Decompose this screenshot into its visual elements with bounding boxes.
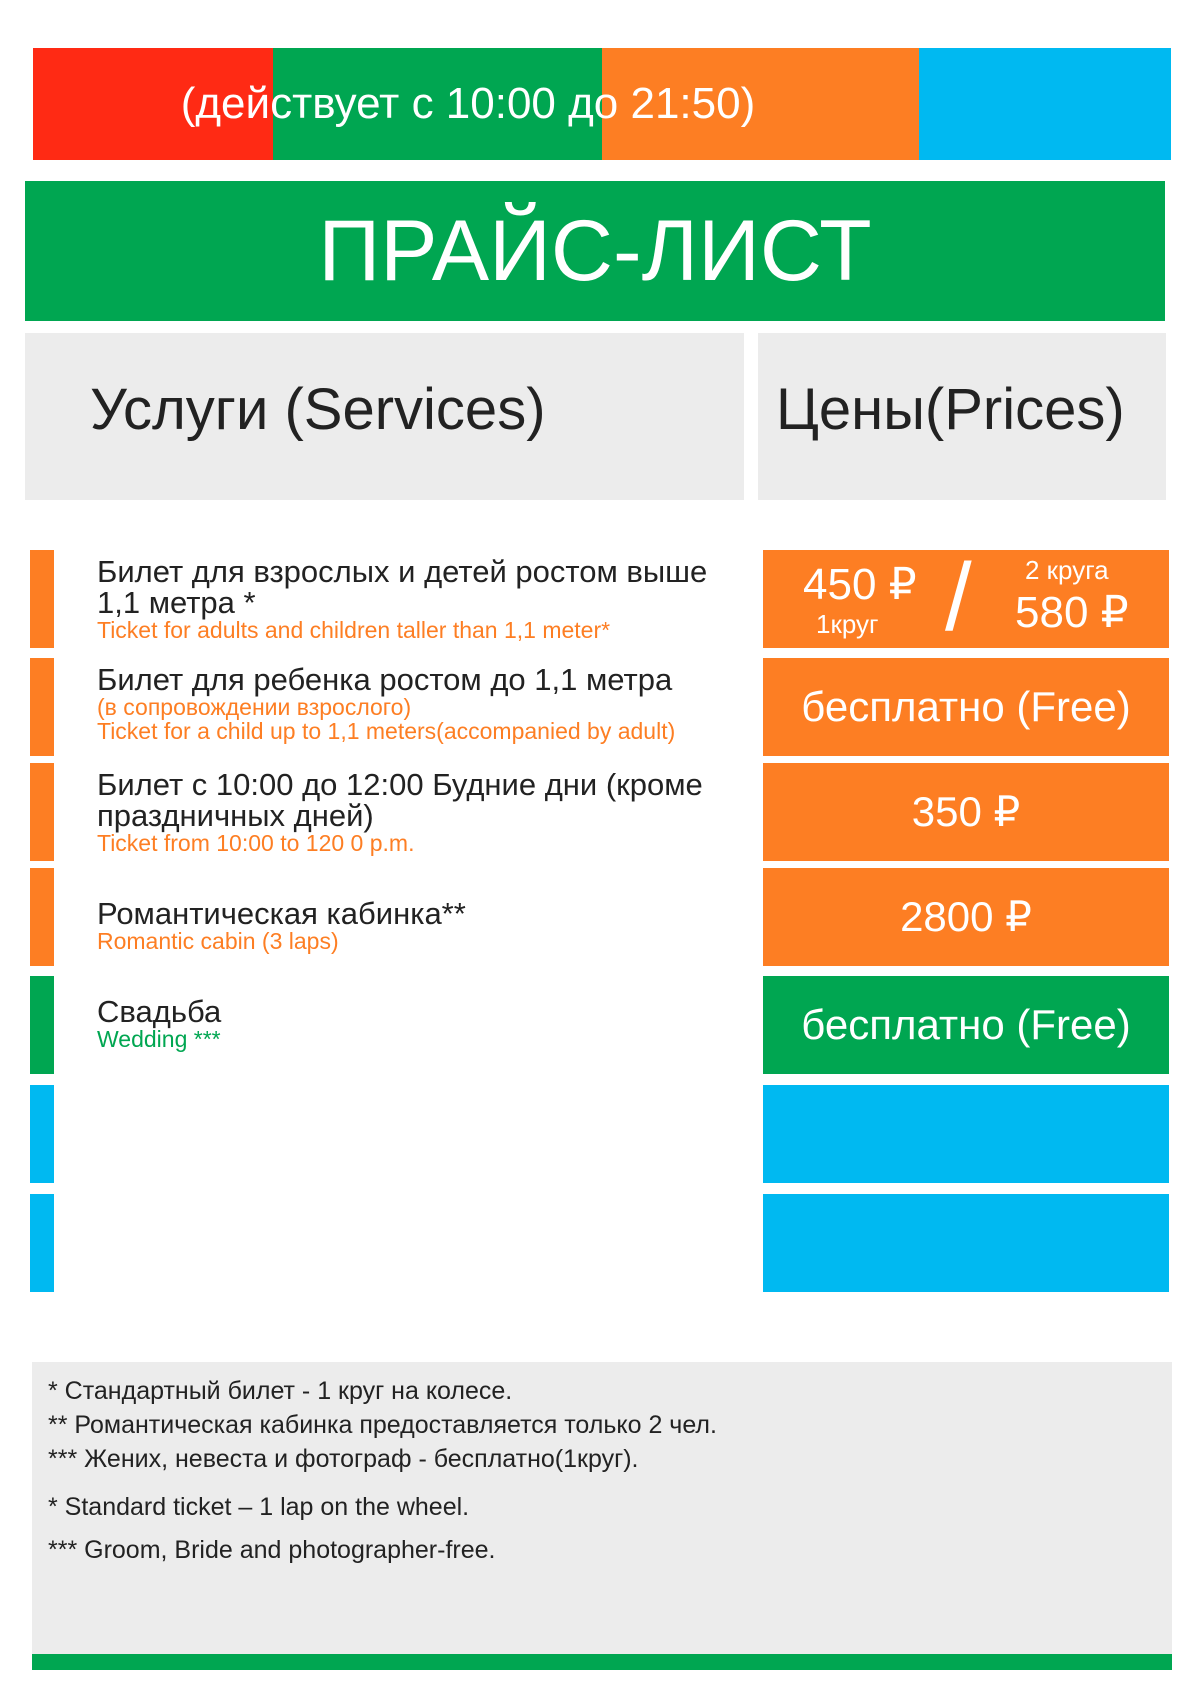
footnote: ** Романтическая кабинка предоставляется только 2 чел. (48, 1411, 717, 1439)
price-one-lap-label: 1круг (816, 609, 879, 639)
row-accent-bar (30, 763, 54, 861)
row-accent-bar (30, 1085, 54, 1183)
price-row-romantic (0, 868, 1200, 966)
service-description (97, 996, 737, 1051)
price-row-child (0, 658, 1200, 756)
price-cell-empty (763, 1194, 1169, 1292)
service-name-ru: Билет с 10:00 до 12:00 Будние дни (кроме праздничных дней) (97, 767, 703, 833)
footnote: * Стандартный билет - 1 круг на колесе. (48, 1377, 513, 1405)
price-cell-split (763, 544, 1169, 651)
bottom-divider (32, 1654, 1172, 1670)
services-header (25, 333, 744, 500)
page-title: ПРАЙС-ЛИСТ (25, 181, 1165, 321)
footnotes-panel (32, 1362, 1172, 1654)
service-description (97, 769, 737, 855)
price-two-laps: 580 ₽ (1015, 588, 1129, 637)
footnote: *** Жених, невеста и фотограф - бесплатно(1круг). (48, 1445, 639, 1473)
price-two-laps-label: 2 круга (1025, 555, 1109, 585)
price-row-morning (0, 763, 1200, 861)
price-row-empty (0, 1194, 1200, 1292)
services-header-label: Услуги (Services) (90, 377, 546, 442)
service-name-en: Ticket from 10:00 to 120 0 p.m. (97, 830, 415, 856)
service-name-ru: Свадьба (97, 994, 222, 1029)
service-name-en: Romantic cabin (3 laps) (97, 928, 339, 954)
service-name-en: Ticket for a child up to 1,1 meters(accompanied by adult) (97, 718, 676, 744)
prices-header (758, 333, 1166, 500)
service-name-ru: Билет для взрослых и детей ростом выше 1,1 метра * (97, 554, 708, 620)
price-row-wedding (0, 976, 1200, 1074)
price-cell: бесплатно (Free) (763, 976, 1169, 1074)
service-description (97, 898, 737, 953)
service-name-en: Ticket for adults and children taller than 1,1 meter* (97, 617, 611, 643)
row-accent-bar (30, 658, 54, 756)
row-accent-bar (30, 550, 54, 648)
price-row-empty (0, 1085, 1200, 1183)
prices-header-label: Цены(Prices) (776, 377, 1125, 442)
service-name-ru: Романтическая кабинка** (97, 896, 466, 931)
service-name-en: Wedding *** (97, 1026, 221, 1052)
service-note-ru: (в сопровождении взрослого) (97, 694, 412, 720)
service-description (97, 556, 737, 642)
footnote: *** Groom, Bride and photographer-free. (48, 1536, 496, 1564)
hours-banner (33, 48, 1171, 160)
service-description (97, 664, 737, 743)
price-separator: / (945, 544, 972, 651)
footnote: * Standard ticket – 1 lap on the wheel. (48, 1493, 470, 1521)
price-row-adult (0, 544, 1200, 651)
price-one-lap: 450 ₽ (803, 560, 917, 609)
price-cell: бесплатно (Free) (763, 658, 1169, 756)
service-name-ru: Билет для ребенка ростом до 1,1 метра (97, 662, 673, 697)
price-cell: 2800 ₽ (763, 868, 1169, 966)
opening-hours-text: (действует с 10:00 до 21:50) (180, 79, 756, 128)
banner-blue-segment (919, 48, 1171, 160)
price-cell: 350 ₽ (763, 763, 1169, 861)
row-accent-bar (30, 868, 54, 966)
row-accent-bar (30, 1194, 54, 1292)
price-cell-empty (763, 1085, 1169, 1183)
row-accent-bar (30, 976, 54, 1074)
